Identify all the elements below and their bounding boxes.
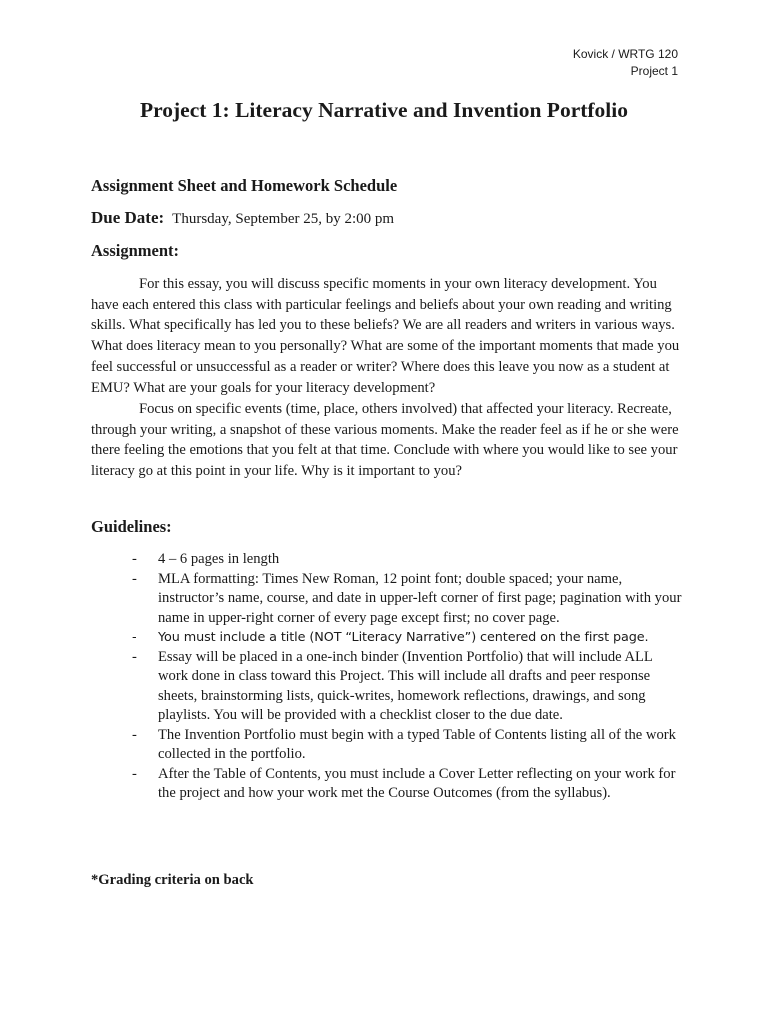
list-dash: - — [132, 726, 137, 743]
list-dash: - — [132, 630, 137, 645]
guideline-item — [91, 648, 685, 726]
list-dash: - — [132, 648, 137, 665]
guidelines-heading: Guidelines: — [91, 517, 172, 536]
due-date-label: Due Date: — [91, 208, 165, 227]
guideline-item — [91, 570, 685, 629]
due-date-value: Thursday, September 25, by 2:00 pm — [172, 211, 395, 227]
guideline-text: You must include a title (NOT “Literacy Narrative”) centered on the first page. — [158, 630, 649, 645]
guideline-text: After the Table of Contents, you must include a Cover Letter reflecting on your work for the project and how your work met the Course Outcomes (from the syllabus). — [158, 765, 676, 801]
guideline-item — [91, 726, 685, 765]
assignment-paragraph: For this essay, you will discuss specific moments in your own literacy development. You have each entered this class with particular feelings and beliefs about your own reading and writing skills. What specifically has led you to these beliefs? We are all readers and writers in various ways. What does literacy mean to you personally? What are some of the important moments that made you feel successful or unsuccessful as a reader or writer? Where does this leave you now as a student at EMU? What are your goals for your literacy development? — [91, 276, 680, 396]
guideline-item — [91, 765, 685, 804]
guideline-text: Essay will be placed in a one-inch binder (Invention Portfolio) that will include ALL work done in class toward this Project. This will include all drafts and peer response sheets, brainstorming lists, quick-writes, homework reflections, drawings, and song playlists. You will be provided with a checklist closer to the due date. — [158, 648, 653, 723]
guideline-item — [91, 628, 685, 648]
assignment-heading: Assignment: — [91, 241, 180, 260]
due-date-line — [91, 208, 394, 228]
guideline-text: MLA formatting: Times New Roman, 12 point font; double spaced; your name, instructor’s name, course, and date in upper-left corner of first page; pagination with your name in upper-right corner of every page except first; no cover page. — [158, 570, 682, 626]
grading-note: *Grading criteria on back — [91, 872, 254, 888]
document-subheading: Assignment Sheet and Homework Schedule — [91, 176, 398, 195]
page-header — [573, 46, 678, 80]
list-dash: - — [132, 570, 137, 587]
list-dash: - — [132, 551, 137, 567]
guideline-text: 4 – 6 pages in length — [158, 551, 280, 567]
list-dash: - — [132, 765, 137, 782]
course-label: Kovick / WRTG 120 — [572, 47, 678, 61]
guideline-item — [91, 550, 685, 570]
assignment-paragraph: Focus on specific events (time, place, others involved) that affected your literacy. Recreate, through your writing, a snapshot of these various moments. Make the reader feel as if he or she were there feeling the emotions that you felt at that time. Conclude with where you would like to see your literacy go at this point in your life. Why is it important to you? — [91, 401, 679, 480]
guideline-text: The Invention Portfolio must begin with a typed Table of Contents listing all of the work collected in the portfolio. — [158, 726, 676, 762]
document-title: Project 1: Literacy Narrative and Invention Portfolio — [139, 98, 628, 122]
guidelines-list — [91, 550, 685, 804]
project-label: Project 1 — [630, 64, 678, 78]
